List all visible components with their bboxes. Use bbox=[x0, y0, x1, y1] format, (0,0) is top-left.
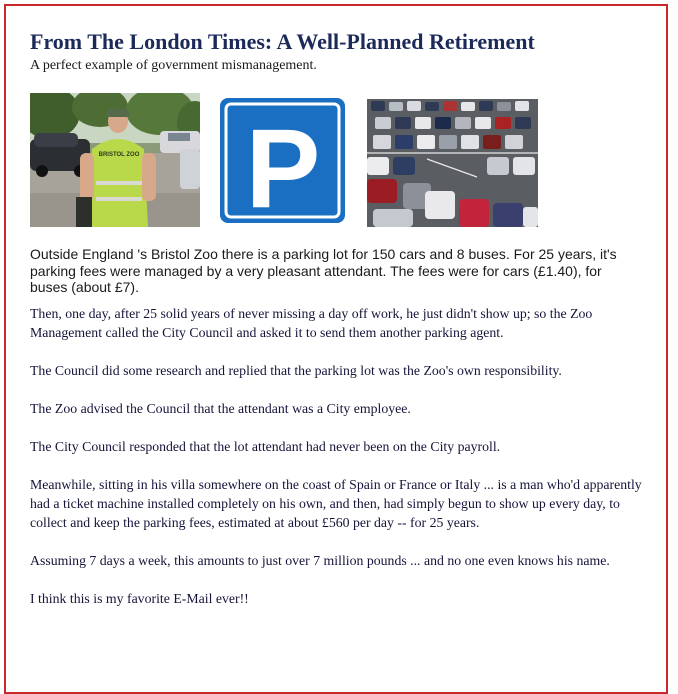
article-paragraph: The Council did some research and replied that the parking lot was the Zoo's own responsibility. bbox=[30, 363, 562, 378]
parking-lot-photo bbox=[367, 99, 538, 227]
attendant-photo bbox=[30, 93, 200, 227]
article-paragraph: Meanwhile, sitting in his villa somewhere on the coast of Spain or France or Italy ... is a man who'd apparently had a ticket machine installed completely on his own, and then, had simply begun to show up every day, to collect and keep the parking fees, estimated at about £560 per day -- for 25 years. bbox=[30, 477, 642, 530]
article-paragraph: Assuming 7 days a week, this amounts to just over 7 million pounds ... and no one even knows his name. bbox=[30, 553, 610, 568]
article-paragraph: I think this is my favorite E-Mail ever!! bbox=[30, 591, 249, 606]
parking-sign-photo bbox=[217, 95, 348, 226]
article-paragraph: The City Council responded that the lot attendant had never been on the City payroll. bbox=[30, 439, 501, 454]
article-paragraph: The Zoo advised the Council that the attendant was a City employee. bbox=[30, 401, 411, 416]
vest-label: BRISTOL ZOO bbox=[98, 152, 140, 158]
page-subtitle: A perfect example of government mismanagement. bbox=[30, 58, 317, 73]
article-lead: Outside England 's Bristol Zoo there is a parking lot for 150 cars and 8 buses. For 25 years, it's parking fees were managed by a very pleasant attendant. The fees were for cars (£1.40), for buses (about £7). bbox=[30, 246, 617, 295]
parking-sign-letter: P bbox=[245, 106, 321, 226]
article-body bbox=[30, 304, 642, 627]
article-paragraph: Then, one day, after 25 solid years of never missing a day off work, he just didn't show up; so the Zoo Management called the City Council and asked it to send them another parking agent. bbox=[30, 306, 593, 340]
page-title: From The London Times: A Well-Planned Retirement bbox=[30, 29, 535, 54]
